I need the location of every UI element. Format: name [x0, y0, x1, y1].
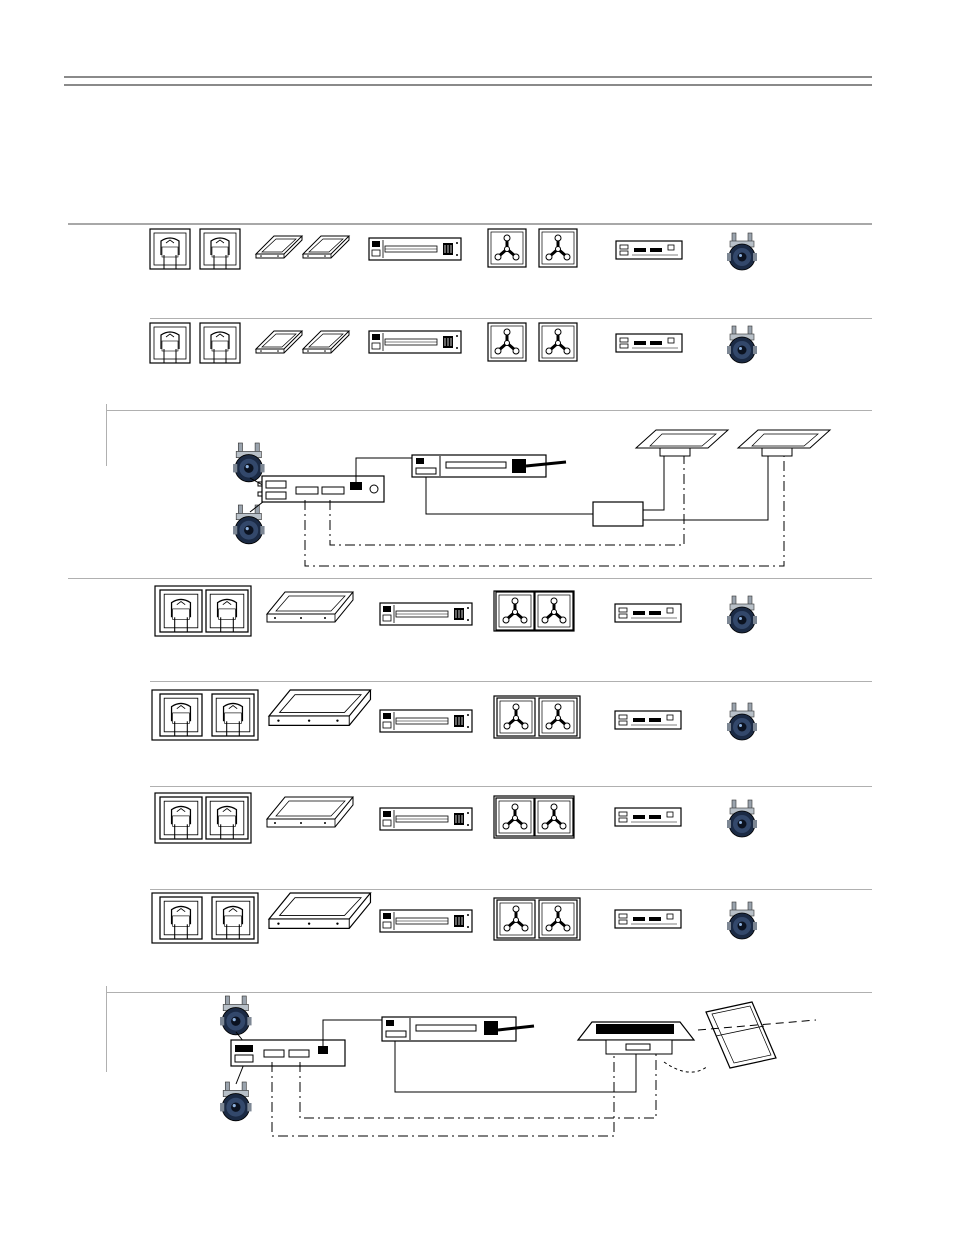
tray-icon — [256, 236, 302, 258]
recessed-mount-icon — [578, 1022, 694, 1054]
bracket-icon — [497, 900, 535, 938]
camera-head-icon — [727, 902, 757, 939]
camera-head-icon — [727, 703, 757, 740]
bracket-icon — [497, 698, 535, 736]
mounting-box-icon — [150, 323, 190, 363]
camera-head-icon — [220, 996, 252, 1035]
tray-icon — [269, 893, 370, 928]
control-box-icon — [369, 238, 461, 260]
bracket-icon — [539, 698, 577, 736]
camera-head-icon — [233, 505, 264, 544]
control-box-icon — [380, 808, 472, 830]
mounting-box-icon — [206, 590, 248, 632]
camera-head-icon — [220, 1082, 252, 1121]
bracket-icon — [539, 229, 577, 267]
bracket-icon — [496, 798, 534, 836]
control-box-icon — [380, 910, 472, 932]
mounting-box-icon — [160, 897, 202, 939]
mounting-box-icon — [160, 590, 202, 632]
cable-panel-icon — [615, 808, 681, 826]
bracket-icon — [496, 592, 534, 630]
camera-head-icon — [727, 233, 757, 270]
control-box-icon — [369, 331, 461, 353]
kit-row — [152, 893, 757, 943]
junction-box-icon — [593, 502, 643, 526]
bracket-icon — [539, 323, 577, 361]
tray-icon — [267, 797, 353, 827]
camera-head-icon — [727, 596, 757, 633]
mounting-box-icon — [200, 229, 240, 269]
tray-icon — [303, 331, 349, 353]
cable-panel-icon — [616, 334, 682, 352]
kit-row — [155, 586, 757, 636]
control-box-icon — [380, 710, 472, 732]
camera-head-icon — [727, 800, 757, 837]
wiring-diagram — [220, 996, 816, 1136]
mounting-box-icon — [160, 694, 202, 736]
mounting-box-icon — [160, 797, 202, 839]
wiring-diagram — [233, 430, 830, 566]
bracket-icon — [535, 592, 573, 630]
cable-panel-icon — [615, 910, 681, 928]
tray-icon — [269, 690, 370, 725]
ceiling-mount-icon — [636, 430, 728, 456]
tray-icon — [256, 331, 302, 353]
kit-row — [150, 229, 757, 270]
mounting-box-icon — [212, 694, 254, 736]
control-box-icon — [380, 603, 472, 625]
camera-head-icon — [727, 326, 757, 363]
kit-row — [150, 323, 757, 363]
tray-icon — [303, 236, 349, 258]
power-unit-icon — [412, 455, 566, 477]
bracket-icon — [535, 798, 573, 836]
power-unit-icon — [382, 1017, 534, 1041]
mounting-box-icon — [206, 797, 248, 839]
bracket-icon — [539, 900, 577, 938]
interface-board-icon — [231, 1040, 345, 1066]
ceiling-mount-icon — [738, 430, 830, 456]
kit-row — [152, 690, 757, 740]
mounting-box-icon — [150, 229, 190, 269]
tray-icon — [267, 592, 353, 622]
cable-panel-icon — [615, 604, 681, 622]
bracket-icon — [488, 229, 526, 267]
mount-plate-icon — [706, 1002, 776, 1068]
mounting-box-icon — [212, 897, 254, 939]
cable-panel-icon — [615, 711, 681, 729]
kit-row — [155, 793, 757, 843]
mounting-box-icon — [200, 323, 240, 363]
interface-board-icon — [258, 476, 384, 502]
bracket-icon — [488, 323, 526, 361]
cable-panel-icon — [616, 241, 682, 259]
camera-head-icon — [233, 443, 264, 482]
